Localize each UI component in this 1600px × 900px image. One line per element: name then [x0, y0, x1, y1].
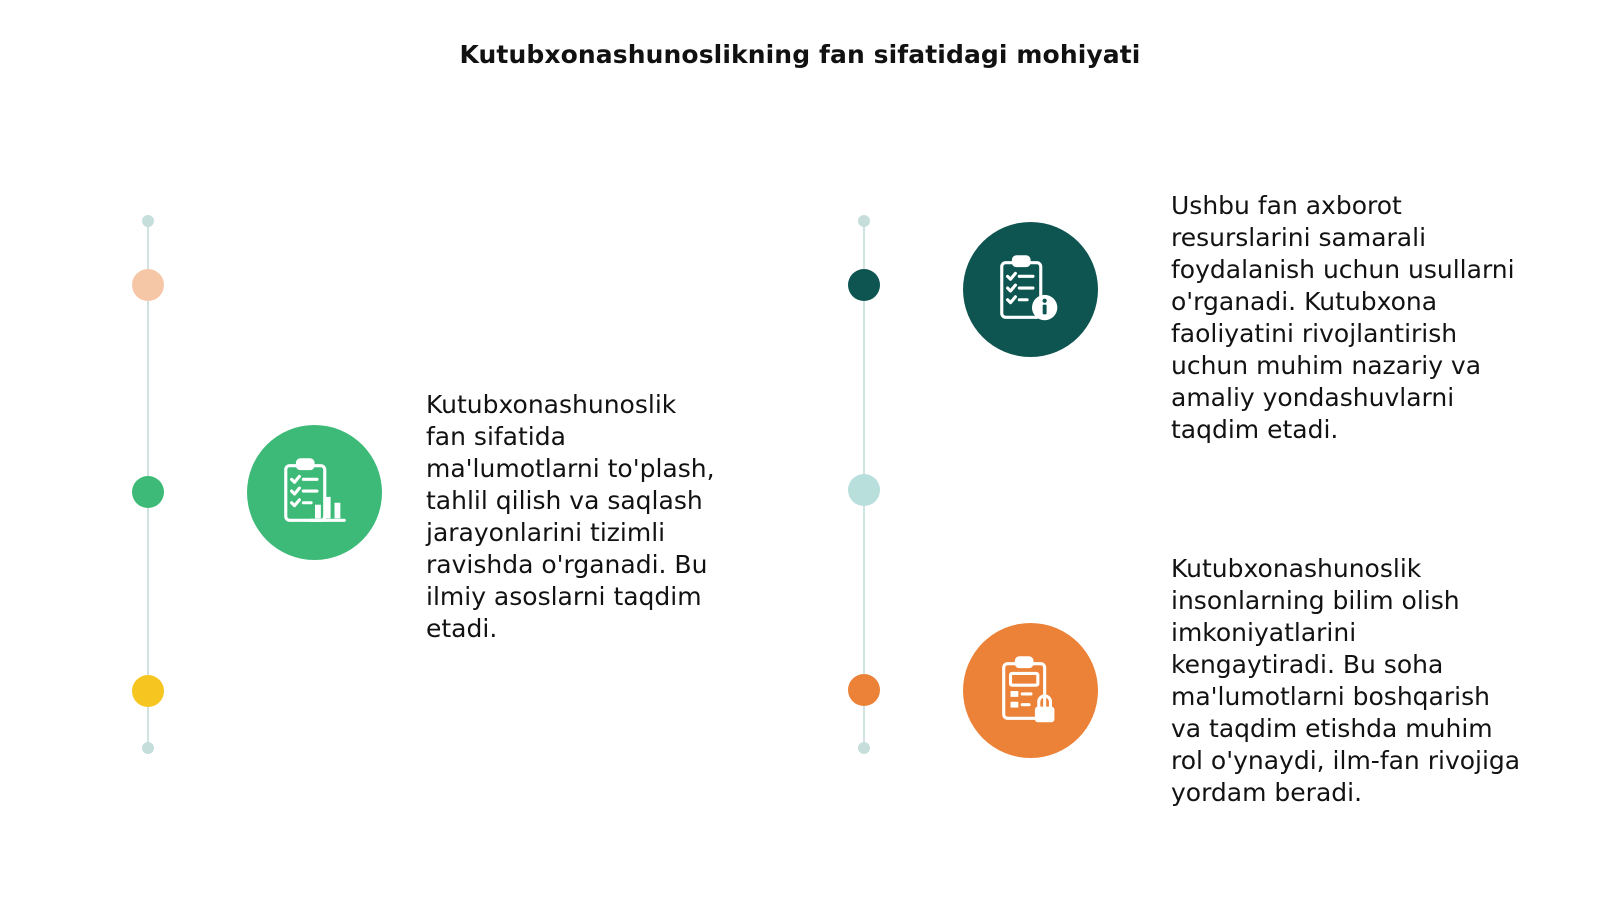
item-2-text: Ushbu fan axborot resurslarini samarali foydalanish uchun usullarni o'rganadi. Kutubxona faoliyatini rivojlantirish uchun muhim nazariy va amaliy yondashuvlarni taqdim etadi.	[1171, 191, 1515, 444]
clipboard-chart-icon	[276, 454, 354, 532]
item-2-icon-circle	[963, 222, 1098, 357]
clipboard-lock-icon	[992, 652, 1070, 730]
timeline-left	[128, 215, 168, 770]
timeline-end-dot	[142, 742, 154, 754]
item-1-text: Kutubxonashunoslik fan sifatida ma'lumotlarni to'plash, tahlil qilish va saqlash jarayonlarini tizimli ravishda o'rganadi. Bu ilmiy asoslarni taqdim etadi.	[426, 390, 715, 643]
timeline-marker-yellow	[132, 675, 164, 707]
timeline-end-dot	[858, 742, 870, 754]
timeline-start-dot	[858, 215, 870, 227]
timeline-marker-teal	[848, 269, 880, 301]
page-title: Kutubxonashunoslikning fan sifatidagi mohiyati	[459, 40, 1141, 69]
clipboard-info-icon	[992, 251, 1070, 329]
timeline-right	[844, 215, 884, 770]
item-3-icon-circle	[963, 623, 1098, 758]
timeline-marker-light-teal	[848, 474, 880, 506]
item-3-text: Kutubxonashunoslik insonlarning bilim olish imkoniyatlarini kengaytiradi. Bu soha ma'lumotlarni boshqarish va taqdim etishda muhim rol o'ynaydi, ilm-fan rivojiga yordam beradi.	[1171, 554, 1521, 807]
timeline-start-dot	[142, 215, 154, 227]
item-1-icon-circle	[247, 425, 382, 560]
timeline-marker-orange	[848, 674, 880, 706]
timeline-marker-green	[132, 476, 164, 508]
timeline-marker-peach	[132, 269, 164, 301]
